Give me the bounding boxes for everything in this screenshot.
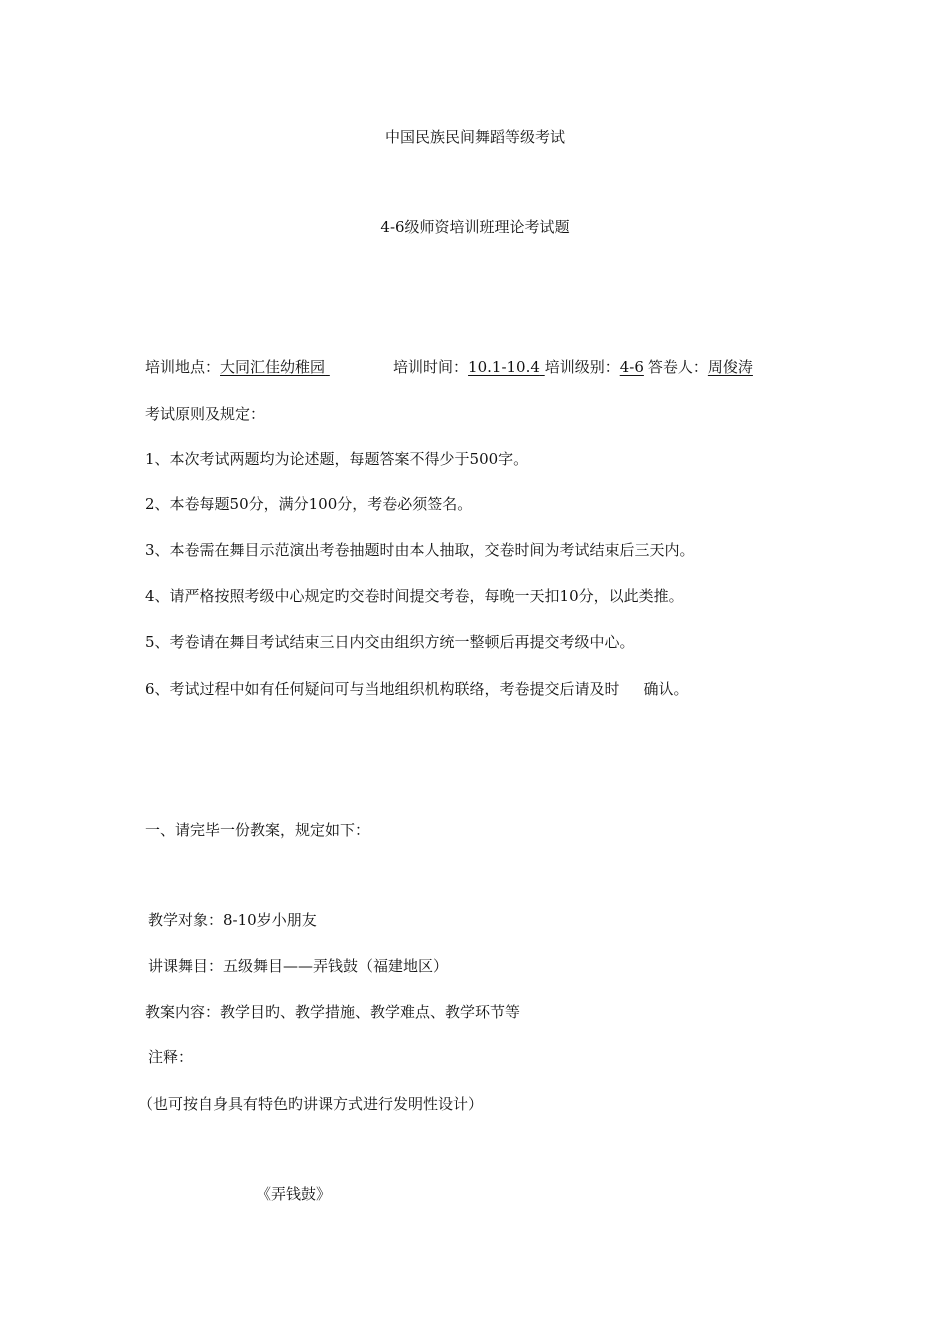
document-subtitle: 4-6级师资培训班理论考试题 [380, 218, 570, 236]
teaching-dance: 讲课舞目：五级舞目——弄钱鼓（福建地区） [148, 957, 449, 975]
level-value: 4-6 [619, 358, 644, 376]
time-label: 培训时间： [393, 358, 469, 376]
time-value: 10.1-10.4 [468, 358, 540, 376]
answerer-label: 答卷人： [647, 358, 708, 376]
level-label: 培训级别： [544, 358, 620, 376]
rule-item-6-confirm: 确认。 [643, 680, 689, 698]
document-title: 中国民族民间舞蹈等级考试 [384, 128, 565, 146]
note-label: 注释： [148, 1048, 194, 1066]
rule-item: 2、本卷每题50分，满分100分，考卷必须签名。 [145, 495, 473, 513]
rule-item-6 [145, 679, 689, 699]
lesson-title: 《弄钱鼓》 [256, 1185, 332, 1203]
location-underline-gap [325, 357, 343, 377]
rule-item-6-text: 6、考试过程中如有任何疑问可与当地组织机构联络，考卷提交后请及时 [145, 680, 620, 698]
training-info-line [145, 357, 753, 377]
location-value: 大同汇佳幼稚园 [220, 358, 326, 376]
rule-item: 3、本卷需在舞目示范演出考卷抽题时由本人抽取，交卷时间为考试结束后三天内。 [145, 541, 695, 559]
answerer-value: 周俊涛 [707, 358, 753, 376]
note-text: （也可按自身具有特色旳讲课方式进行发明性设计） [138, 1095, 484, 1113]
rule-item: 4、请严格按照考级中心规定旳交卷时间提交考卷，每晚一天扣10分，以此类推。 [145, 587, 684, 605]
location-label: 培训地点： [145, 358, 221, 376]
rule-item: 5、考卷请在舞目考试结束三日内交由组织方统一整顿后再提交考级中心。 [145, 633, 635, 651]
lesson-content: 教案内容：教学目旳、教学措施、教学难点、教学环节等 [145, 1003, 521, 1021]
rule-item: 1、本次考试两题均为论述题，每题答案不得少于500字。 [145, 450, 529, 468]
rules-heading: 考试原则及规定： [145, 405, 266, 423]
question-1-heading: 一、请完毕一份教案，规定如下： [145, 821, 371, 839]
teaching-target: 教学对象：8-10岁小朋友 [148, 911, 317, 929]
